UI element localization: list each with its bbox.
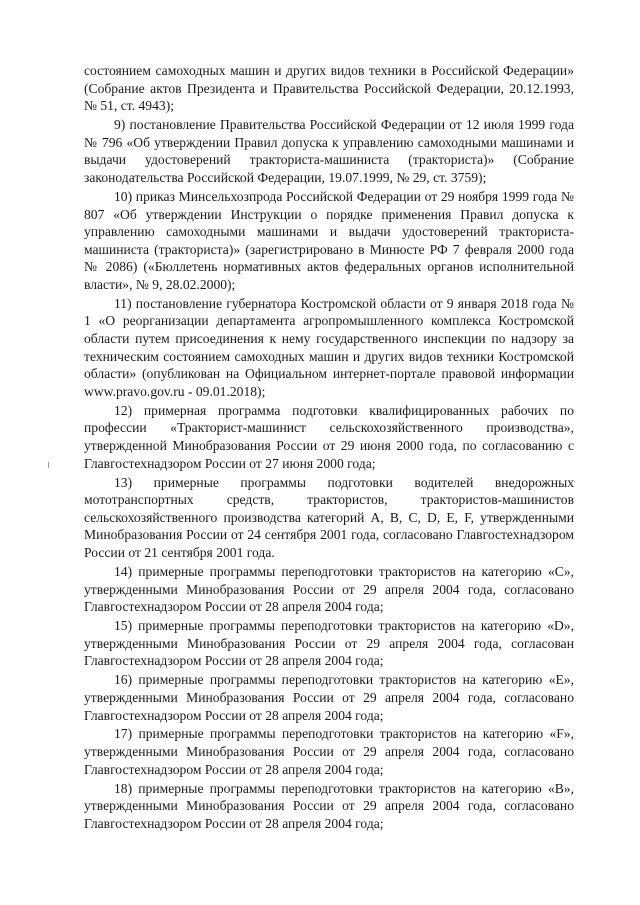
document-body: [84, 62, 574, 834]
list-item-15: 15) примерные программы переподготовки трактористов на категорию «D», утвержденными Минобразования России от 29 апреля 2004 года, согласован Главгостехнадзором России от 28 апреля 2004 года;: [84, 618, 574, 669]
margin-scan-mark: [48, 462, 49, 468]
list-item-12: 12) примерная программа подготовки квалифицированных рабочих по профессии «Тракторист-машинист сельскохозяйственного производства», утвержденной Минобразования России от 29 июня 2000 года, по согласованию с Главгостехнадзором России от 27 июня 2000 года;: [84, 402, 574, 471]
list-item-16: 16) примерные программы переподготовки трактористов на категорию «E», утвержденными Минобразования России от 29 апреля 2004 года, согласовано Главгостехнадзором России от 28 апреля 2004 года;: [84, 672, 574, 723]
list-item-17: 17) примерные программы переподготовки трактористов на категорию «F», утвержденными Минобразования России от 29 апреля 2004 года, согласовано Главгостехнадзором России от 28 апреля 2004 года;: [84, 726, 574, 777]
list-item-11: 11) постановление губернатора Костромской области от 9 января 2018 года № 1 «О реорганизации департамента агропромышленного комплекса Костромской области путем присоединения к нему государственного инспекции по надзору за техническим состоянием самоходных машин и других видов техники Костромской области» (опубликован на Официальном интернет-портале правовой информации www.pravo.gov.ru - 09.01.2018);: [84, 295, 574, 399]
list-item-9: 9) постановление Правительства Российской Федерации от 12 июля 1999 года № 796 «Об утверждении Правил допуска к управлению самоходными машинами и выдачи удостоверений тракториста-машиниста (тракториста)» (Собрание законодательства Российской Федерации, 19.07.1999, № 29, ст. 3759);: [84, 117, 574, 185]
list-item-18: 18) примерные программы переподготовки трактористов на категорию «B», утвержденными Минобразования России от 29 апреля 2004 года, согласовано Главгостехнадзором России от 28 апреля 2004 года;: [84, 780, 574, 831]
list-item-10: 10) приказ Минсельхозпрода Российской Федерации от 29 ноября 1999 года № 807 «Об утверждении Инструкции о порядке применения Правил допуска к управлению самоходными машинами и выдачи удостоверений тракториста-машиниста (тракториста)» (зарегистрировано в Минюсте РФ 7 февраля 2000 года № 2086) («Бюллетень нормативных актов федеральных органов исполнительной власти», № 9, 28.02.2000);: [84, 188, 574, 292]
list-item-13: 13) примерные программы подготовки водителей внедорожных мототранспортных средств, трактористов, трактористов-машинистов сельскохозяйственного производства категорий A, B, C, D, E, F, утвержденными Минобразования России от 24 сентября 2001 года, согласовано Главгостехнадзором России от 21 сентября 2001 года.: [84, 474, 574, 560]
list-item-14: 14) примерные программы переподготовки трактористов на категорию «C», утвержденными Минобразования России от 29 апреля 2004 года, согласовано Главгостехнадзором России от 28 апреля 2004 года;: [84, 563, 574, 615]
paragraph-continuation: состоянием самоходных машин и других видов техники в Российской Федерации» (Собрание актов Президента и Правительства Российской Федерации, 20.12.1993, № 51, ст. 4943);: [84, 63, 574, 114]
